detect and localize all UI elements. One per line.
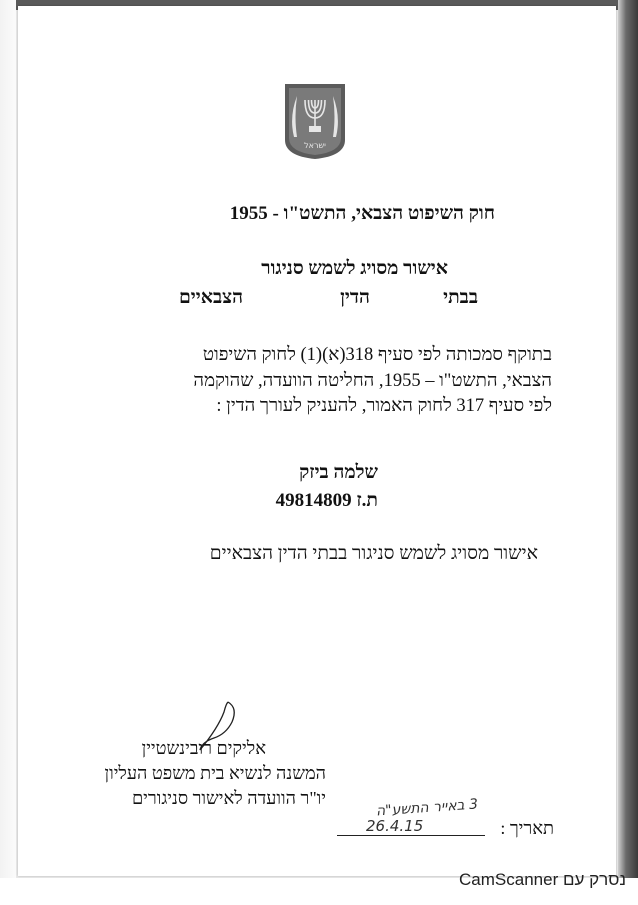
date-label: תאריך : [500, 818, 554, 838]
scanner-watermark: נסרק עם CamScanner [459, 870, 626, 889]
signer-title-2: יו"ר הוועדה לאישור סניגורים [131, 788, 326, 808]
heading-word-hadin: הדין [340, 287, 370, 308]
heading-word-hatzvaiim: הצבאיים [178, 287, 243, 308]
date-underline [337, 835, 485, 836]
signer-name: אליקים רובינשטיין [141, 738, 266, 758]
emblem-text: ישראל [304, 141, 326, 150]
scan-right-border [618, 0, 638, 905]
body-line-1: בתוקף סמכותה לפי סעיף 318(א)(1) לחוק השיפוט [202, 345, 552, 365]
body-line-2: הצבאי, התשט"ו – 1955, החליטה הוועדה, שהוקמה [193, 371, 552, 391]
body-line-3: לפי סעיף 317 לחוק האמור, להעניק לעורך הדין : [216, 396, 552, 416]
heading-word-bevatei: בבתי [443, 287, 478, 308]
law-title: חוק השיפוט הצבאי, התשט"ו - 1955 [229, 203, 495, 224]
grantee-name: שלמה ביזק [299, 462, 378, 483]
signer-title-1: המשנה לנשיא בית משפט העליון [104, 763, 326, 783]
scan-left-border [0, 0, 16, 905]
grantee-id: ת.ז 49814809 [275, 490, 378, 511]
israel-emblem-menorah-icon [283, 82, 347, 160]
heading-line1: אישור מסויג לשמש סניגור [261, 258, 448, 279]
date-handwritten: 26.4.15 [366, 817, 424, 835]
date-hebrew-handwritten: 3 באייר התשע"ה [375, 796, 479, 820]
grant-text: אישור מסויג לשמש סניגור בבתי הדין הצבאיים [209, 543, 538, 564]
